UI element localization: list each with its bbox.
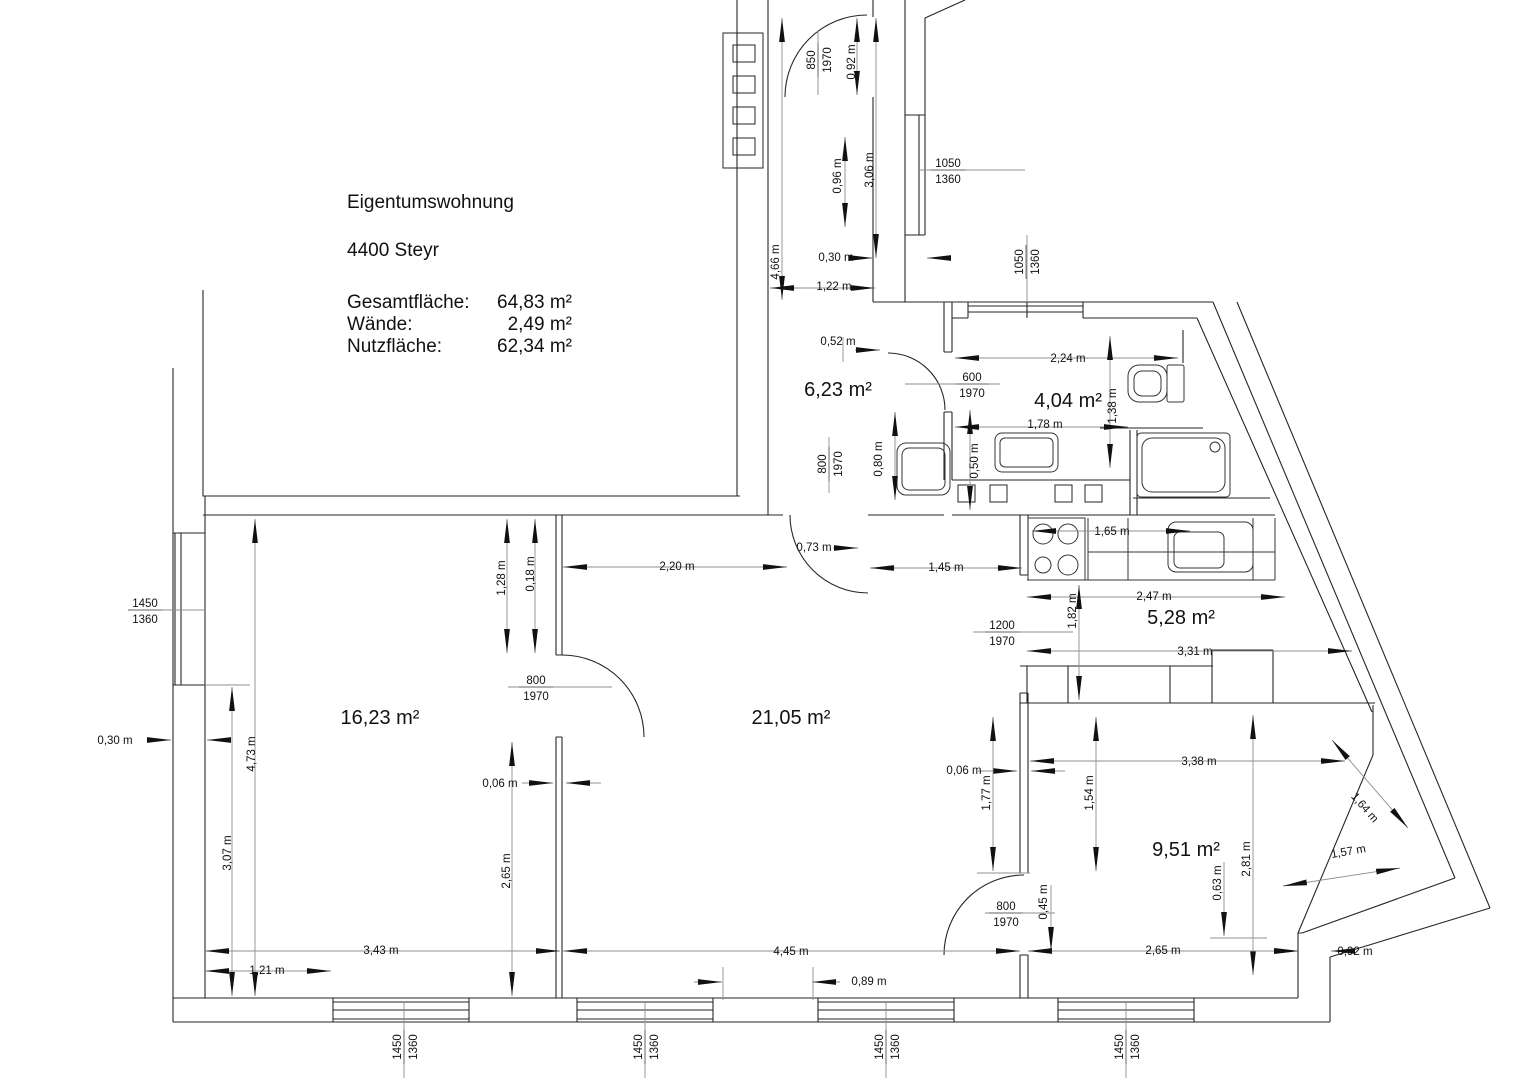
dimension-label: 2,20 m bbox=[659, 561, 695, 573]
fraction-bottom: 1970 bbox=[523, 691, 549, 703]
area-row-usable-label: Nutzfläche: bbox=[347, 336, 443, 357]
dimension-label: 1,54 m bbox=[1084, 775, 1096, 811]
door-window-spec-label bbox=[1014, 245, 1042, 279]
dimension-label: 3,38 m bbox=[1181, 756, 1217, 768]
area-row-walls-value: 2,49 m² bbox=[507, 314, 572, 335]
fraction-top: 800 bbox=[526, 675, 546, 687]
walls bbox=[173, 0, 1490, 1022]
door-window-spec-label bbox=[806, 43, 834, 77]
living-bedroom-door-arc bbox=[562, 655, 644, 737]
dimension-label: 0,45 m bbox=[1038, 884, 1050, 920]
room951-door-arc bbox=[944, 875, 1024, 955]
dimension-label: 1,45 m bbox=[928, 562, 964, 574]
fraction-bottom: 1970 bbox=[989, 636, 1015, 648]
dimension-label: 0,92 m bbox=[1337, 946, 1373, 958]
fraction-top: 850 bbox=[806, 50, 818, 70]
door-window-spec-label bbox=[874, 1030, 902, 1064]
fraction-bottom: 1970 bbox=[959, 388, 985, 400]
dimension-label: 1,28 m bbox=[496, 560, 508, 596]
room-area-label: 6,23 m² bbox=[804, 379, 872, 401]
dimension-label: 0,89 m bbox=[851, 976, 887, 988]
dimension-label: 3,07 m bbox=[222, 835, 234, 871]
dimension-label: 1,77 m bbox=[981, 775, 993, 811]
fraction-bottom: 1360 bbox=[649, 1034, 661, 1060]
door-window-spec-label bbox=[989, 901, 1023, 929]
door-window-spec-label bbox=[519, 675, 553, 703]
dimension-label: 2,65 m bbox=[1145, 945, 1181, 957]
room-area-label: 4,04 m² bbox=[1034, 390, 1102, 412]
project-city: 4400 Steyr bbox=[347, 240, 439, 261]
dimension-label: 0,52 m bbox=[820, 336, 856, 348]
meter-cabinet bbox=[723, 33, 763, 168]
fraction-bottom: 1360 bbox=[935, 174, 961, 186]
fraction-top: 1450 bbox=[874, 1034, 886, 1060]
dimension-label: 0,06 m bbox=[482, 778, 518, 790]
dimension-label: 3,31 m bbox=[1177, 646, 1213, 658]
dimension-label: 4,66 m bbox=[770, 244, 782, 280]
dimension-label: 4,45 m bbox=[773, 946, 809, 958]
project-title: Eigentumswohnung bbox=[347, 192, 514, 213]
stove bbox=[1028, 518, 1085, 580]
fraction-bottom: 1360 bbox=[408, 1034, 420, 1060]
toilet bbox=[1128, 365, 1184, 402]
dimension-label: 0,30 m bbox=[97, 735, 133, 747]
dimension-label: 0,06 m bbox=[946, 765, 982, 777]
fraction-bottom: 1360 bbox=[890, 1034, 902, 1060]
area-row-total-value: 64,83 m² bbox=[497, 292, 572, 313]
washbasin bbox=[995, 433, 1058, 472]
fraction-top: 600 bbox=[962, 372, 982, 384]
dimension-label: 2,24 m bbox=[1050, 353, 1086, 365]
room-area-label: 21,05 m² bbox=[751, 707, 831, 729]
door-window-spec-label bbox=[1114, 1030, 1142, 1064]
kitchen-counter bbox=[1027, 518, 1275, 580]
fraction-bottom: 1970 bbox=[822, 47, 834, 73]
fraction-top: 1450 bbox=[392, 1034, 404, 1060]
door-window-spec-label bbox=[955, 372, 989, 400]
fraction-top: 800 bbox=[817, 454, 829, 474]
fraction-top: 1450 bbox=[633, 1034, 645, 1060]
dimension-label: 1,21 m bbox=[249, 965, 285, 977]
dimension-label: 0,96 m bbox=[832, 158, 844, 194]
kitchen-sink bbox=[1168, 522, 1253, 572]
dimension-label: 2,65 m bbox=[501, 853, 513, 889]
dimension-label: 3,43 m bbox=[363, 945, 399, 957]
dimension-label: 0,63 m bbox=[1212, 865, 1224, 901]
door-window-spec-label bbox=[931, 158, 965, 186]
dimension-label: 0,50 m bbox=[969, 443, 981, 479]
room-area-label: 9,51 m² bbox=[1152, 839, 1220, 861]
dimension-label: 4,73 m bbox=[246, 736, 258, 772]
door-window-spec-label bbox=[633, 1030, 661, 1064]
room-area-label: 16,23 m² bbox=[340, 707, 420, 729]
dimension-label: 3,06 m bbox=[864, 152, 876, 188]
dimension-label: 1,82 m bbox=[1067, 593, 1079, 629]
door-window-spec-label bbox=[128, 598, 162, 626]
dimension-label: 0,80 m bbox=[873, 441, 885, 477]
area-row-usable-value: 62,34 m² bbox=[497, 336, 572, 357]
dimension-label: 1,64 m bbox=[1348, 790, 1381, 826]
fraction-bottom: 1360 bbox=[1030, 249, 1042, 275]
dimension-label: 1,65 m bbox=[1094, 526, 1130, 538]
dimension-label: 2,81 m bbox=[1241, 841, 1253, 877]
fraction-bottom: 1970 bbox=[833, 451, 845, 477]
door-window-spec-label bbox=[392, 1030, 420, 1064]
installation-shaft-squares bbox=[958, 485, 1102, 502]
room-area-label: 5,28 m² bbox=[1147, 607, 1215, 629]
dimension-label: 1,22 m bbox=[816, 281, 852, 293]
dimension-label: 1,38 m bbox=[1107, 388, 1119, 424]
bathroom-door-arc bbox=[888, 353, 945, 410]
door-window-spec-label bbox=[817, 447, 845, 481]
dimension-label: 0,73 m bbox=[796, 542, 832, 554]
fraction-top: 1050 bbox=[935, 158, 961, 170]
bathtub bbox=[1137, 433, 1230, 497]
dimension-label: 1,78 m bbox=[1027, 419, 1063, 431]
fraction-top: 800 bbox=[996, 901, 1016, 913]
fraction-bottom: 1970 bbox=[993, 917, 1019, 929]
fraction-top: 1450 bbox=[132, 598, 158, 610]
shower-tray bbox=[897, 443, 950, 495]
fraction-bottom: 1360 bbox=[132, 614, 158, 626]
area-row-total-label: Gesamtfläche: bbox=[347, 292, 470, 313]
dimension-label: 0,30 m bbox=[818, 252, 854, 264]
hall-living-door-arc bbox=[790, 515, 868, 593]
fraction-top: 1200 bbox=[989, 620, 1015, 632]
fraction-bottom: 1360 bbox=[1130, 1034, 1142, 1060]
door-window-spec-label bbox=[985, 620, 1019, 648]
dimension-label: 0,92 m bbox=[846, 44, 858, 80]
fraction-top: 1450 bbox=[1114, 1034, 1126, 1060]
area-row-walls-label: Wände: bbox=[347, 314, 413, 335]
dimension-label: 0,18 m bbox=[525, 556, 537, 592]
dimension-label: 2,47 m bbox=[1136, 591, 1172, 603]
dimension-label: 1,57 m bbox=[1330, 843, 1367, 862]
labels-layer bbox=[97, 43, 1380, 1064]
fraction-top: 1050 bbox=[1014, 249, 1026, 275]
door-arcs bbox=[562, 15, 1024, 955]
